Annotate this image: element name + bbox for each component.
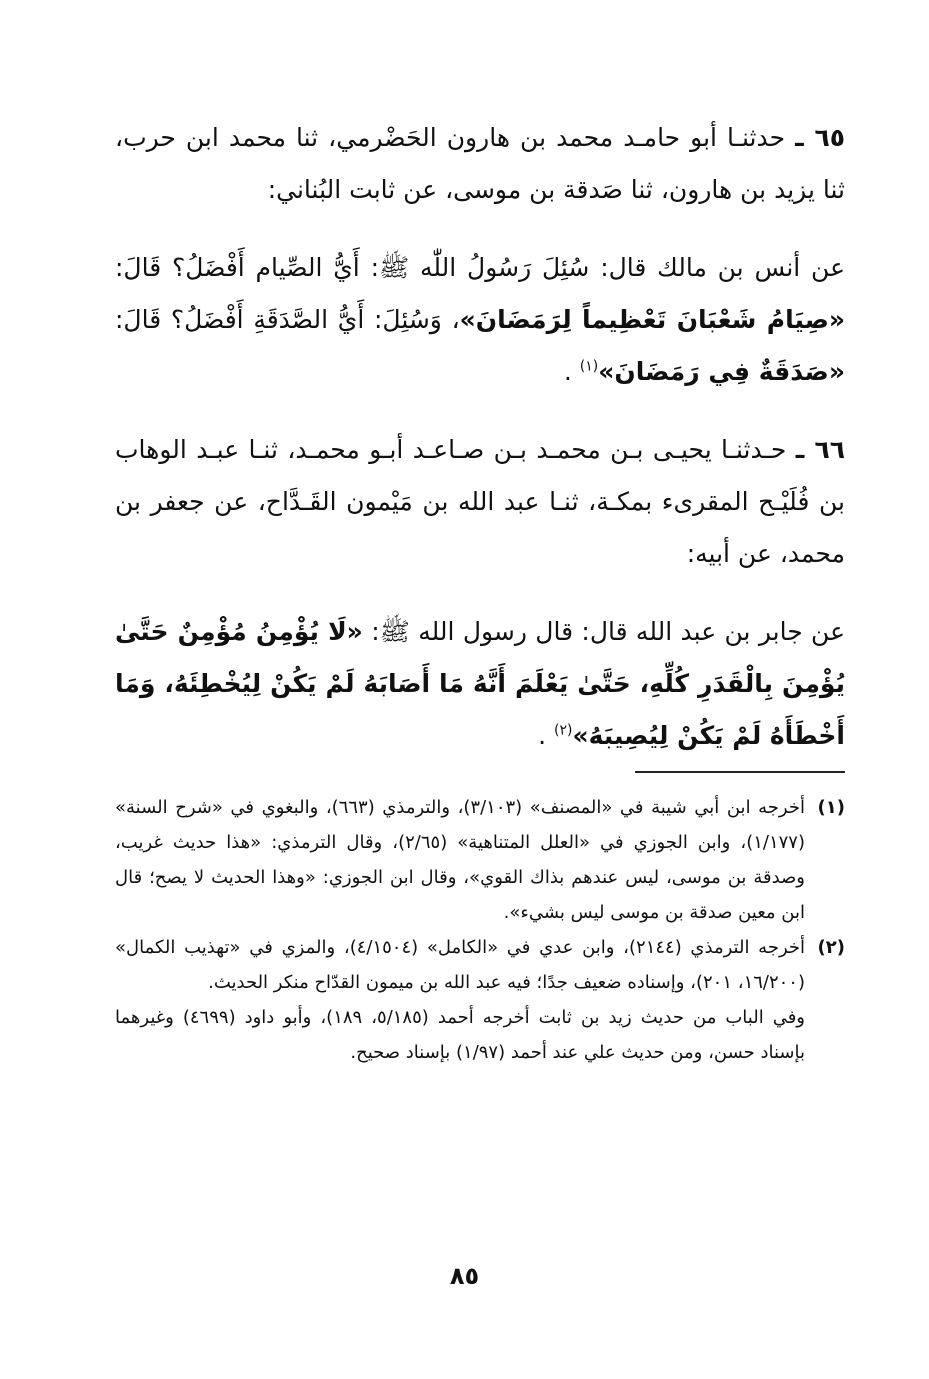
hadith-66-intro: عن جابر بن عبد الله قال: قال رسول الله ﷺ: [371, 617, 845, 646]
footnote-1 [115, 790, 845, 930]
footnote-number: (١) [817, 797, 845, 818]
hadith-66-quote: «لَا يُؤْمِنُ مُؤْمِنٌ حَتَّىٰ يُؤْمِنَ بِالْقَدَرِ كُلِّهِ، حَتَّىٰ يَعْلَمَ أَنَّهُ مَا أَصَابَهُ لَمْ يَكُنْ لِيُخْطِئَهُ، وَمَا أَخْطَأَهُ لَمْ يَكُنْ لِيُصِيبَهُ» [115, 617, 845, 750]
hadith-65-quote-1: «صِيَامُ شَعْبَانَ تَعْظِيماً لِرَمَضَانَ» [459, 305, 846, 334]
main-text [115, 112, 845, 788]
hadith-65-intro: عن أنس بن مالك قال: سُئِلَ رَسُولُ اللّٰه ﷺ: أَيُّ الصِّيام أَفْضَلُ؟ قَالَ: [115, 253, 845, 282]
footnote-ref-2[interactable]: (٢) [553, 722, 573, 739]
footnote-number: (٢) [817, 937, 845, 958]
hadith-66-end: . [538, 721, 547, 750]
footnote-text: أخرجه الترمذي (٢١٤٤)، وابن عدي في «الكامل» (٤/١٥٠٤)، والمزي في «تهذيب الكمال» (١٦/٢٠٠، ٢٠١)، وإسناده ضعيف جدًا؛ فيه عبد الله بن ميمون القدّاح منكر الحديث. [115, 937, 805, 993]
hadith-65-quote-2: «صَدَقَةٌ فِي رَمَضَانَ» [598, 357, 845, 386]
hadith-65-chain: حدثنـا أبو حامـد محمد بن هارون الحَضْرمي، ثنا محمد ابن حرب، ثنا يزيد بن هارون، ثنا صَدقة بن موسى، عن ثابت البُناني: [115, 123, 845, 204]
footnote-text: أخرجه ابن أبي شيبة في «المصنف» (٣/١٠٣)، والترمذي (٦٦٣)، والبغوي في «شرح السنة» (١/١٧٧)، وابن الجوزي في «العلل المتناهية» (٢/٦٥)، وقال الترمذي: «هذا حديث غريب، وصدقة بن موسى، ليس عندهم بذاك القوي»، وقال ابن الجوزي: «وهذا الحديث لا يصح؛ قال ابن معين صدقة بن موسى ليس بشيء». [115, 797, 806, 923]
hadith-65-isnad [115, 112, 845, 216]
footnote-2-continuation: وفي الباب من حديث زيد بن ثابت أخرجه أحمد (٥/١٨٥، ١٨٩)، وأبو داود (٤٦٩٩) وغيرهما بإسناد حسن، ومن حديث علي عند أحمد (١/٩٧) بإسناد صحيح. [115, 1007, 806, 1063]
hadith-66-matn [115, 606, 845, 762]
hadith-number-65: ٦٥ ـ [795, 123, 845, 152]
footnotes [115, 790, 845, 1070]
footnote-ref-1[interactable]: (١) [579, 358, 599, 375]
footnote-divider [635, 771, 845, 773]
footnote-2 [115, 930, 845, 1000]
hadith-66-isnad [115, 424, 845, 580]
hadith-number-66: ٦٦ ـ [795, 435, 845, 464]
page-number: ٨٥ [449, 1262, 480, 1290]
hadith-65-end: . [563, 357, 572, 386]
hadith-65-matn [115, 242, 845, 398]
hadith-65-middle: ، وَسُئِلَ: أَيُّ الصَّدَقَةِ أَفْضَلُ؟ قَالَ: [115, 305, 460, 334]
hadith-66-chain: حـدثنـا يحيـى بـن محمـد بـن صـاعـد أبـو محمـد، ثنـا عبـد الوهاب بن فُلَيْـح المقرىء بمكـة، ثنـا عبد الله بن مَيْمون القَـدَّاح، عن جعفر بن محمد، عن أبيه: [115, 435, 845, 568]
